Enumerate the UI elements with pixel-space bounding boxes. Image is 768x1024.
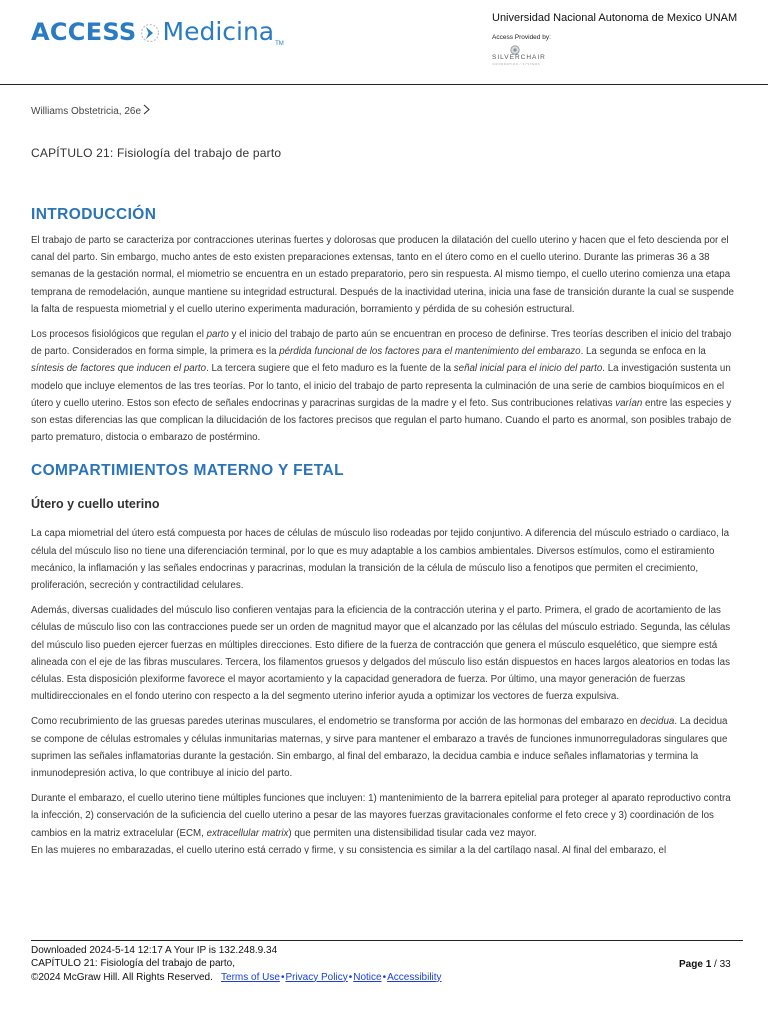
page-total: / 33 [714, 959, 731, 970]
page-current: 1 [705, 959, 712, 970]
site-header [0, 0, 768, 84]
paragraph-intro-1: El trabajo de parto se caracteriza por contracciones uterinas fuertes y dolorosas que producen la dilatación del cuello uterino y hacen que el feto descienda por el canal del parto. Sin embargo, mucho antes de esto existen preparaciones extensas, tanto en el útero como en el cuello uterino. Durante las primeras 36 a 38 semanas de la gestación normal, el miometrio se encuentra en un estado preparatorio, pero sin respuesta. Al mismo tiempo, el cuello uterino comienza una etapa temprana de remodelación, aunque mantiene su integridad estructural. Después de la inactividad uterina, inicia una fase de transición durante la cual se suspende la falta de respuesta miometrial y el cuello uterino experimenta maduración, borramiento y pérdida de su cohesión estructural. [31, 235, 734, 315]
paragraph-utero-5-cutoff [31, 842, 739, 854]
paragraph-intro-2: Los procesos fisiológicos que regulan el parto y el inicio del trabajo de parto aún se encuentran en proceso de definirse. Tres teorías describen el inicio del trabajo de parto. Considerados en forma simple, la primera es la pérdida funcional de los factores para el mantenimiento del embarazo. La segunda se enfoca en la síntesis de factores que inducen el parto. La tercera sugiere que el feto maduro es la fuente de la señal inicial para el inicio del parto. La investigación sustenta un modelo que incluye elementos de las tres teorías. Por lo tanto, el inicio del trabajo de parto representa la culminación de una serie de cambios bioquímicos en el útero y cuello uterino. Estos son efecto de señales endocrinas y paracrinas surgidas de la madre y el feto. Sus contribuciones relativas varían entre las especies y son estas diferencias las que complican la dilucidación de los factores precisos que regulan el parto humano. Cuando el parto es anormal, son posibles trabajo de parto prematuro, distocia o embarazo de postérmino. [31, 329, 732, 444]
footer-separator: • [382, 971, 387, 983]
terms-of-use-link[interactable]: Terms of Use [221, 971, 280, 983]
paragraph-utero-2: Además, diversas cualidades del músculo liso confieren ventajas para la eficiencia de la contracción uterina y el parto. Primera, el grado de acortamiento de las células de músculo liso con las contracciones puede ser un orden de magnitud mayor que el alcanzado por las células del músculo estriado. Segunda, las células del músculo liso pueden ejercer fuerzas en múltiples direcciones. Esto difiere de la fuerza de contracción que genera el músculo esquelético, que siempre está alineada con el eje de las fibras musculares. Tercera, los filamentos gruesos y delgados del músculo liso están dispuestos en haces largos aleatorios en todas las células. Esta disposición plexiforme favorece el mayor acortamiento y la capacidad generadora de fuerza. Por último, una mayor generación de fuerzas multidireccionales en el fondo uterino con respecto a la del segmento uterino inferior ayuda a optimizar los vectores de fuerza expulsiva. [31, 605, 731, 703]
paragraph-utero-5: En las mujeres no embarazadas, el cuello uterino está cerrado y firme, y su consistencia es similar a la del cartílago nasal. Al final del embarazo, el [31, 844, 667, 854]
breadcrumb [31, 102, 739, 120]
page-footer [31, 944, 731, 984]
accessibility-link[interactable]: Accessibility [387, 971, 442, 983]
logo-trademark: TM [275, 41, 284, 47]
logo-chevron-icon [139, 23, 161, 48]
paragraph-utero-3: Como recubrimiento de las gruesas paredes uterinas musculares, el endometrio se transforma por acción de las hormonas del embarazo en decidua. La decidua se compone de células estromales y células inmunitarias maternas, y sirve para mantener el embarazo a través de funciones inmunorreguladoras singulares que suprimen las señales inflamatorias durante la gestación. Sin embargo, al final del embarazo, la decidua cambia e induce señales inflamatorias y termina la inmunodepresión activa, lo que contribuye al inicio del parto. [31, 716, 728, 780]
accessmedicina-logo[interactable] [31, 14, 284, 54]
chapter-title: CAPÍTULO 21: Fisiología del trabajo de parto [31, 146, 282, 160]
privacy-policy-link[interactable]: Privacy Policy [285, 971, 348, 983]
access-provided-label: Access Provided by: [492, 34, 551, 41]
logo-access-text: ACCESS [31, 18, 137, 46]
page-label: Page [679, 959, 703, 970]
footer-separator: • [348, 971, 353, 983]
download-info: Downloaded 2024-5-14 12:17 A Your IP is 132.248.9.34 [31, 945, 278, 956]
article-content [31, 102, 739, 854]
provider-name: SILVERCHAIR [492, 54, 546, 61]
paragraph-utero-4: Durante el embarazo, el cuello uterino tiene múltiples funciones que incluyen: 1) mantenimiento de la barrera epitelial para proteger al aparato reproductivo contra la infección, 2) conservación de la suficiencia del cuello uterino a pesar de las mayores fuerzas gravitacionales conforme el feto crece y 3) coordinación de los cambios en la matriz extracelular (ECM, extracellular matrix) que permiten una distensibilidad tisular cada vez mayor. [31, 793, 731, 839]
footer-separator: • [280, 971, 285, 983]
provider-subtitle: INFORMATION / SYSTEMS [492, 62, 541, 66]
page-number [679, 959, 731, 970]
notice-link[interactable]: Notice [353, 971, 382, 983]
footer-chapter: CAPÍTULO 21: Fisiología del trabajo de parto, [31, 958, 235, 970]
institution-name: Universidad Nacional Autonoma de Mexico UNAM [492, 12, 738, 24]
header-divider [0, 84, 768, 85]
footer-legal [31, 971, 731, 984]
logo-medicina-text: Medicina [162, 17, 275, 46]
section-heading-introduccion: INTRODUCCIÓN [31, 206, 157, 223]
paragraph-utero-1: La capa miometrial del útero está compuesta por haces de células de músculo liso rodeadas por tejido conjuntivo. A diferencia del músculo estriado o cardiaco, la célula del músculo liso no tiene una diferenciación terminal, por lo que es muy adaptable a los cambios ambientales. Diversos estímulos, como el estiramiento mecánico, la inflamación y las señales endocrinas y paracrinas, modulan la transición de la célula de músculo liso a fenotipos que permiten el crecimiento, proliferación, secreción y contractilidad celulares. [31, 528, 730, 592]
copyright-text: ©2024 McGraw Hill. All Rights Reserved. [31, 971, 213, 983]
section-heading-compartimientos: COMPARTIMIENTOS MATERNO Y FETAL [31, 462, 344, 480]
breadcrumb-book-link[interactable]: Williams Obstetricia, 26e [31, 105, 142, 117]
footer-divider [31, 940, 743, 941]
subsection-heading-utero: Útero y cuello uterino [31, 497, 160, 512]
chevron-right-icon [143, 104, 150, 118]
